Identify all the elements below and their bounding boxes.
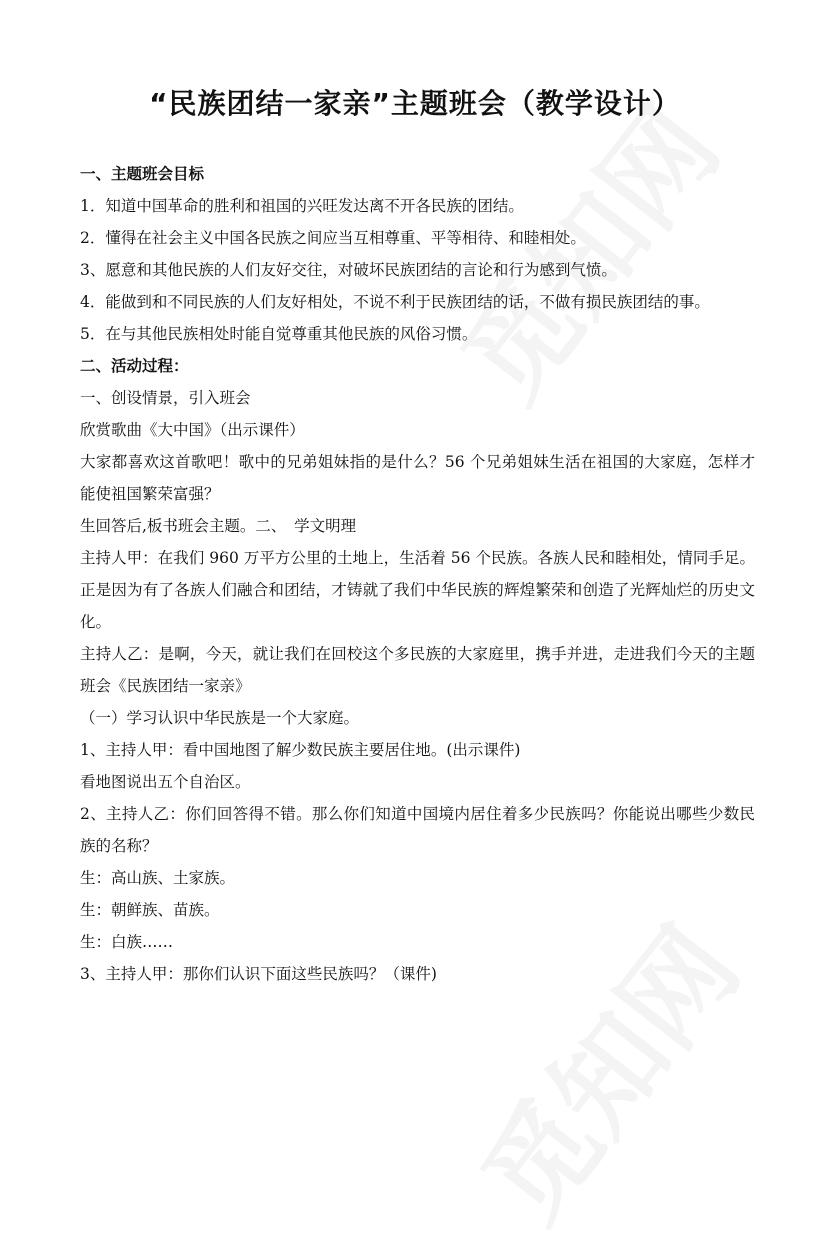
section-heading: 一、主题班会目标	[80, 165, 205, 183]
paragraph: 2．懂得在社会主义中国各民族之间应当互相尊重、平等相待、和睦相处。	[80, 229, 586, 247]
paragraph: 主持人甲：在我们 960 万平方公里的土地上，生活着 56 个民族。各族人民和睦相处，情同手足。正是因为有了各族人们融合和团结，才铸就了我们中华民族的辉煌繁荣和创造了光辉灿烂的历史文化。	[80, 549, 755, 631]
paragraph: 1、主持人甲：看中国地图了解少数民族主要居住地。(出示课件)	[80, 741, 521, 759]
document-title: “民族团结一家亲”主题班会（教学设计）	[149, 87, 681, 120]
paragraph: 一、创设情景，引入班会	[80, 389, 251, 407]
paragraph: 生：白族……	[80, 933, 174, 951]
paragraph: 生回答后,板书班会主题。二、 学文明理	[80, 517, 357, 535]
paragraph: 大家都喜欢这首歌吧！歌中的兄弟姐妹指的是什么？56 个兄弟姐妹生活在祖国的大家庭，怎样才能使祖国繁荣富强？	[80, 453, 755, 503]
paragraph: 1．知道中国革命的胜利和祖国的兴旺发达离不开各民族的团结。	[80, 197, 524, 215]
paragraph: 主持人乙：是啊，今天，就让我们在回校这个多民族的大家庭里，携手并进，走进我们今天的主题班会《民族团结一家亲》	[80, 645, 755, 695]
section-heading: 二、活动过程：	[80, 357, 189, 375]
paragraph: 生：高山族、土家族。	[80, 869, 236, 887]
document-body	[80, 158, 755, 990]
paragraph: 3、愿意和其他民族的人们友好交往，对破坏民族团结的言论和行为感到气愤。	[80, 261, 617, 279]
paragraph: 2、主持人乙：你们回答得不错。那么你们知道中国境内居住着多少民族吗？你能说出哪些少数民族的名称？	[80, 805, 755, 855]
paragraph: （一）学习认识中华民族是一个大家庭。	[80, 709, 360, 727]
paragraph: 5．在与其他民族相处时能自觉尊重其他民族的风俗习惯。	[80, 325, 478, 343]
paragraph: 4．能做到和不同民族的人们友好相处，不说不利于民族团结的话，不做有损民族团结的事。	[80, 293, 710, 311]
paragraph: 看地图说出五个自治区。	[80, 773, 251, 791]
paragraph: 3、主持人甲：那你们认识下面这些民族吗？（课件)	[80, 965, 437, 983]
paragraph: 生：朝鲜族、苗族。	[80, 901, 220, 919]
paragraph: 欣赏歌曲《大中国》（出示课件）	[80, 421, 305, 439]
